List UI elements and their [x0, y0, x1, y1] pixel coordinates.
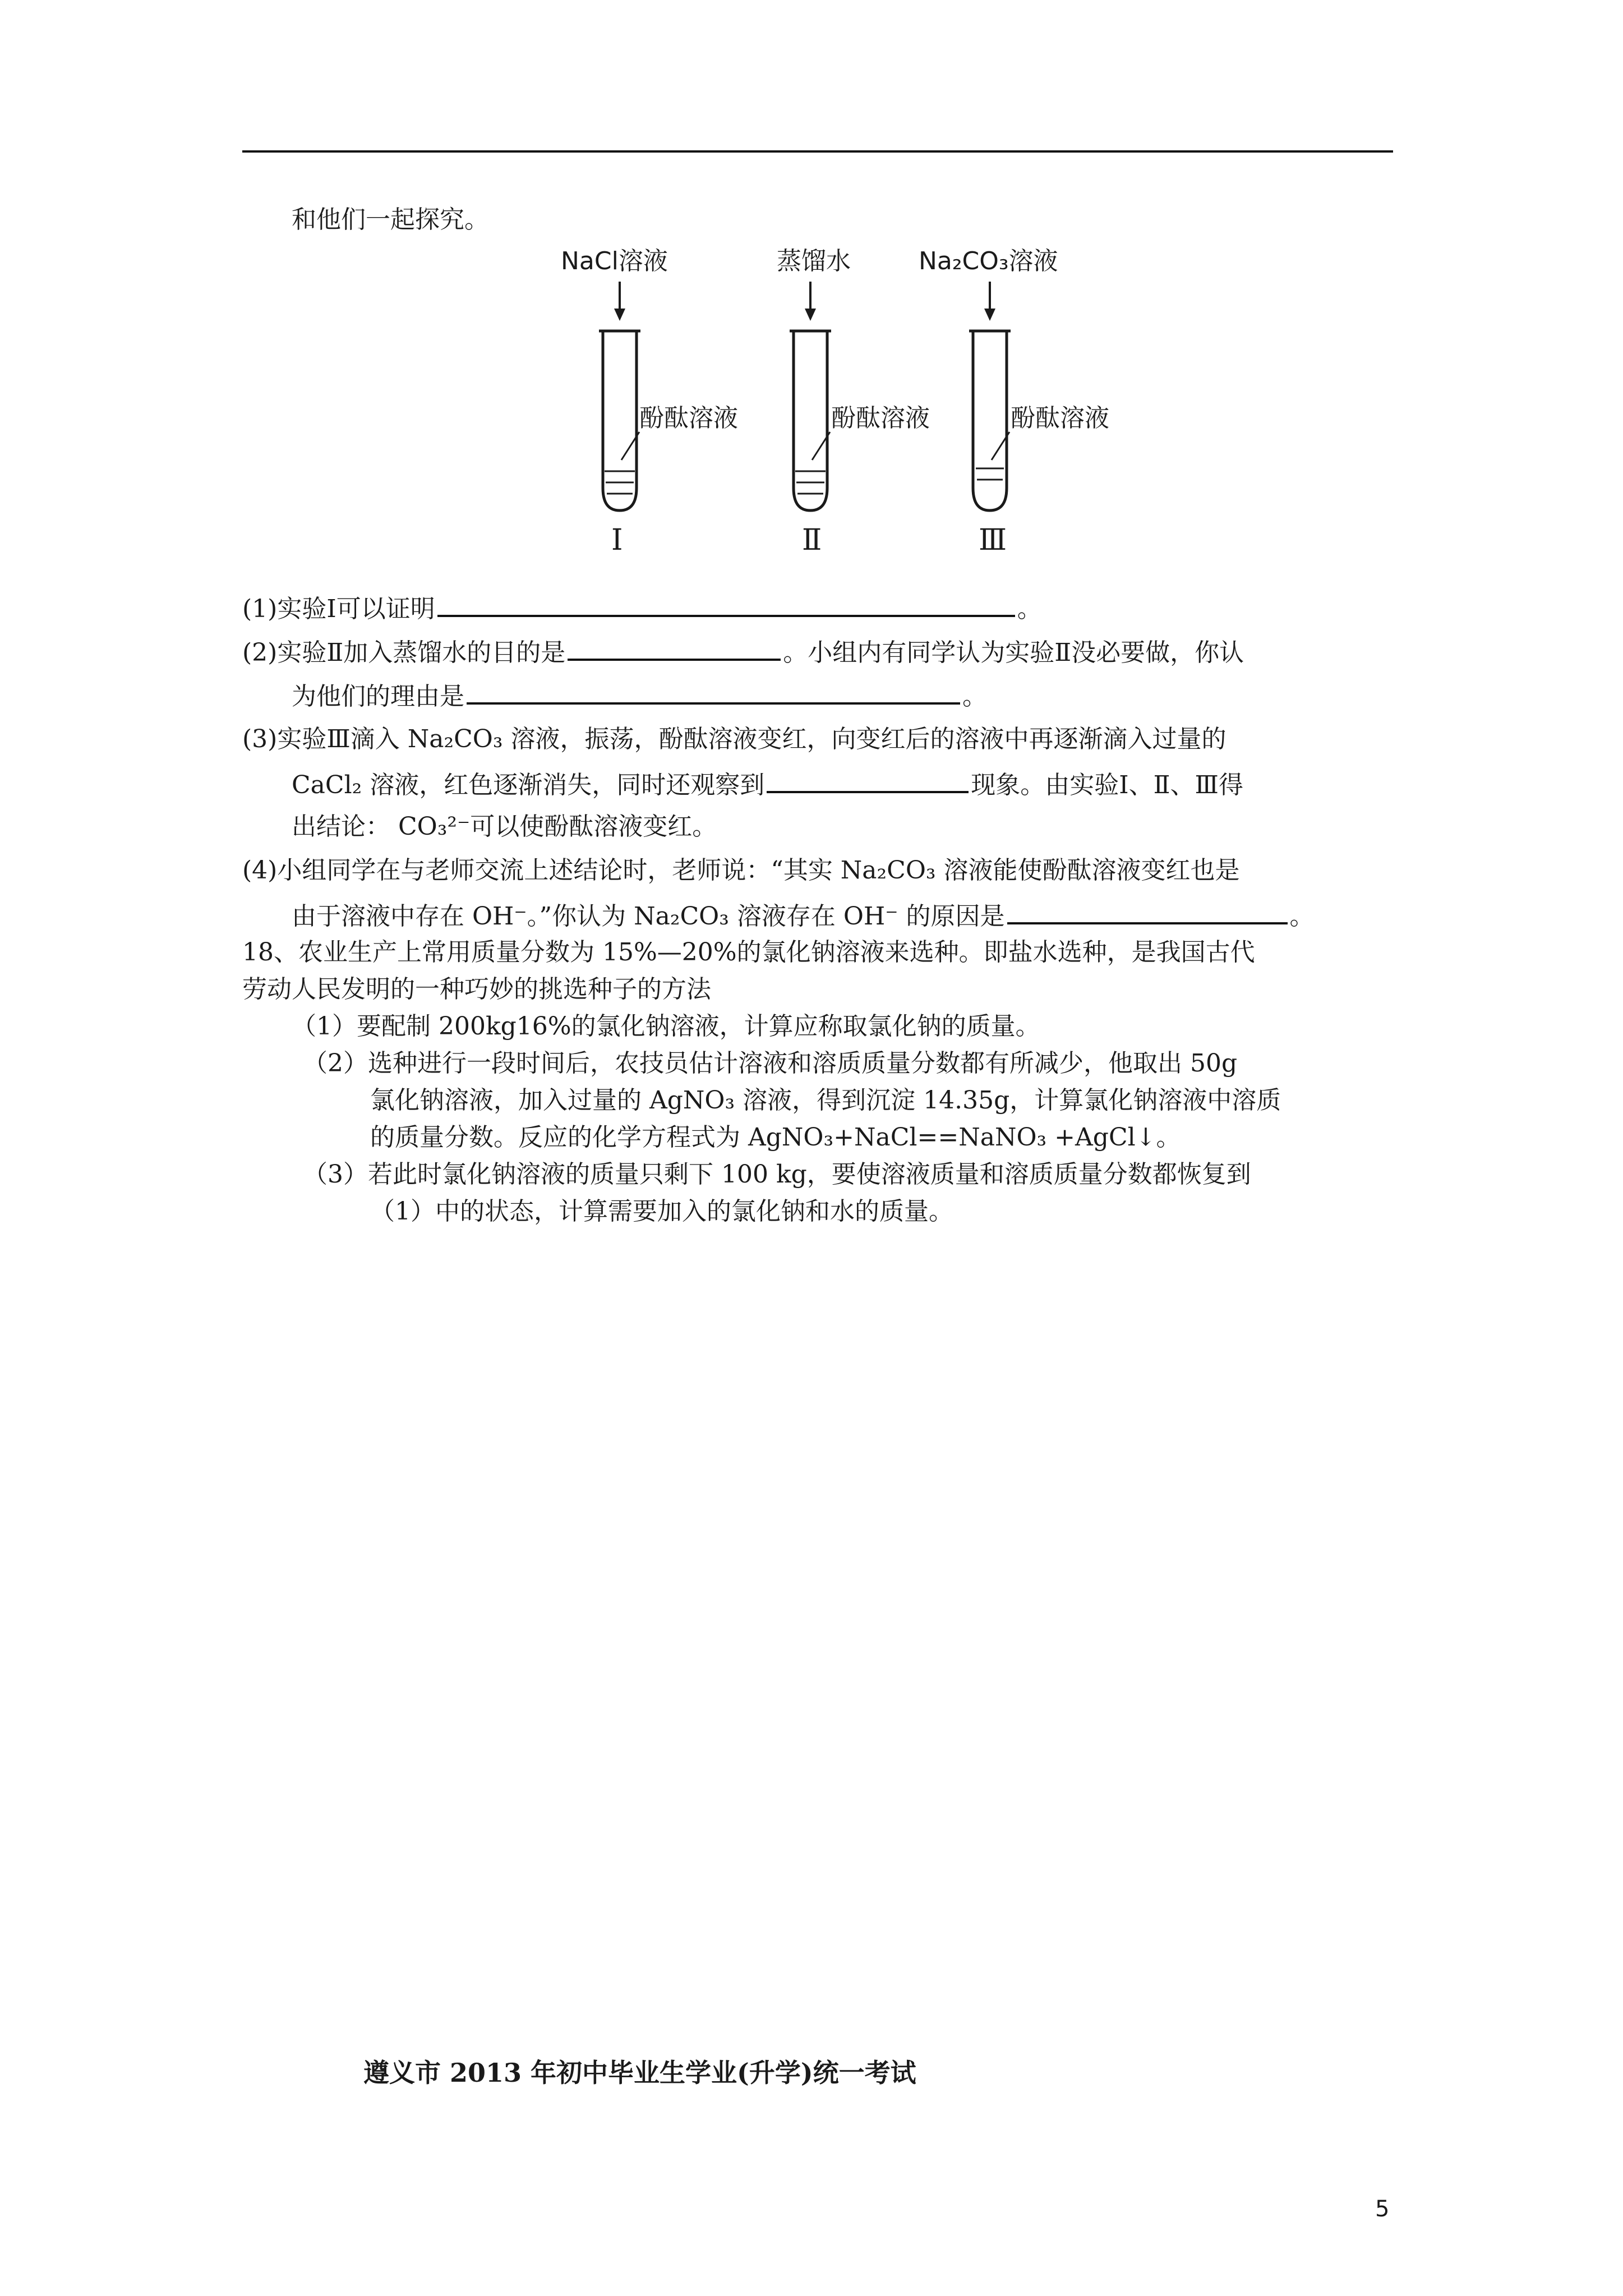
page-number: 5	[1375, 2196, 1390, 2222]
indicator-label-3: 酚酞溶液	[1011, 404, 1109, 432]
question-18-sub-2-line-2: 氯化钠溶液，加入过量的 AgNO₃ 溶液，得到沉淀 14.35g，计算氯化钠溶液中溶质	[370, 1086, 1281, 1115]
question-18-line-1: 18、农业生产上常用质量分数为 15%—20%的氯化钠溶液来选种。即盐水选种，是我国古代	[242, 938, 1255, 967]
question-3-line-3: 出结论： CO₃²⁻可以使酚酞溶液变红。	[292, 812, 717, 841]
question-2-line-2: 为他们的理由是 。	[292, 678, 987, 714]
numeral-3: Ⅲ	[979, 523, 1007, 557]
question-3-line-2: CaCl₂ 溶液，红色逐渐消失，同时还观察到 现象。由实验Ⅰ、Ⅱ、Ⅲ得	[292, 766, 1243, 802]
question-2-line-1: (2)实验Ⅱ加入蒸馏水的目的是 。小组内有同学认为实验Ⅱ没必要做，你认	[242, 634, 1244, 670]
test-tube-3	[973, 331, 1007, 510]
footer-exam-title: 遵义市 2013 年初中毕业生学业(升学)统一考试	[363, 2058, 916, 2088]
reagent-label-3: Na₂CO₃溶液	[919, 247, 1058, 275]
answer-blank-4[interactable]	[1007, 898, 1288, 924]
answer-blank-1[interactable]	[437, 590, 1015, 617]
test-tube-1	[603, 331, 637, 510]
intro-text: 和他们一起探究。	[292, 205, 489, 234]
question-18-line-2: 劳动人民发明的一种巧妙的挑选种子的方法	[242, 975, 711, 1004]
question-18-sub-1: （1）要配制 200kg16%的氯化钠溶液，计算应称取氯化钠的质量。	[292, 1012, 1040, 1041]
indicator-label-2: 酚酞溶液	[831, 404, 930, 432]
question-18-sub-2-line-3: 的质量分数。反应的化学方程式为 AgNO₃+NaCl==NaNO₃ +AgCl↓。	[370, 1123, 1181, 1152]
reagent-label-2: 蒸馏水	[777, 247, 851, 275]
question-18-sub-2-line-1: （2）选种进行一段时间后，农技员估计溶液和溶质质量分数都有所减少，他取出 50g	[303, 1049, 1238, 1078]
question-4-line-1: (4)小组同学在与老师交流上述结论时，老师说：“其实 Na₂CO₃ 溶液能使酚酞溶液变红也是	[242, 856, 1240, 885]
numeral-1: Ⅰ	[611, 523, 623, 557]
question-3-line-1: (3)实验Ⅲ滴入 Na₂CO₃ 溶液，振荡，酚酞溶液变红，向变红后的溶液中再逐渐滴入过量的	[242, 725, 1227, 753]
answer-blank-2a[interactable]	[568, 634, 781, 661]
test-tube-2	[794, 331, 827, 510]
question-1: (1)实验Ⅰ可以证明 。	[242, 590, 1042, 626]
answer-blank-2b[interactable]	[467, 678, 960, 705]
arrow-head-icon	[614, 309, 625, 321]
header-rule	[242, 150, 1393, 153]
numeral-2: Ⅱ	[802, 523, 822, 557]
question-18-sub-3-line-1: （3）若此时氯化钠溶液的质量只剩下 100 kg，要使溶液质量和溶质质量分数都恢复到	[303, 1160, 1251, 1189]
question-18-sub-3-line-2: （1）中的状态，计算需要加入的氯化钠和水的质量。	[370, 1197, 953, 1226]
indicator-label-1: 酚酞溶液	[639, 404, 738, 432]
answer-blank-3[interactable]	[767, 766, 969, 793]
question-4-line-2: 由于溶液中存在 OH⁻。”你认为 Na₂CO₃ 溶液存在 OH⁻ 的原因是 。	[292, 898, 1315, 933]
test-tube-figure	[555, 247, 1109, 561]
reagent-label-1: NaCl溶液	[561, 247, 668, 275]
